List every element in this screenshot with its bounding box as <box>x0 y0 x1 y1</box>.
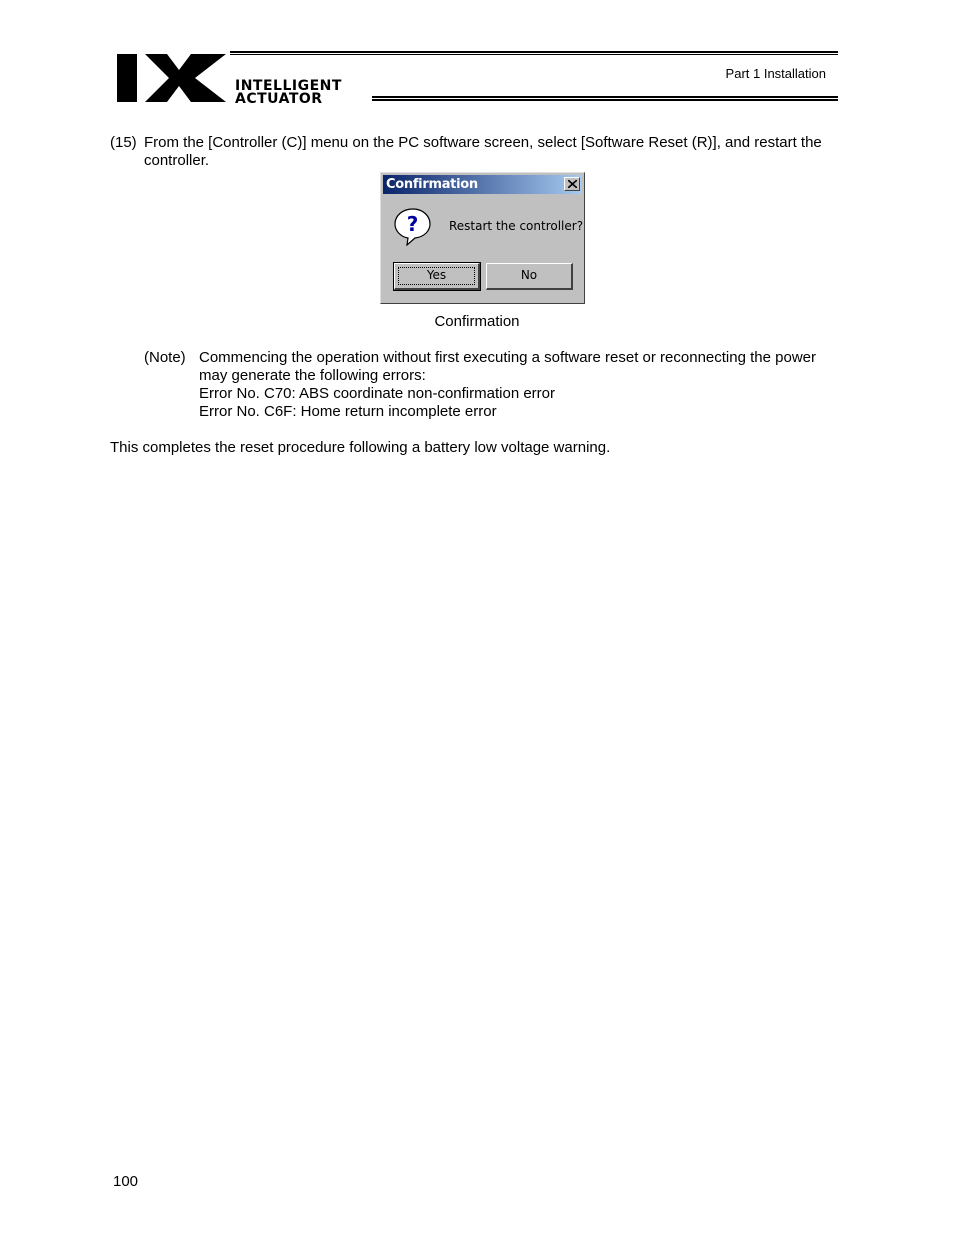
dialog-message: Restart the controller? <box>449 219 584 233</box>
note-line: Commencing the operation without first executing a software reset or reconnecting the power <box>199 349 816 366</box>
header-rule-top <box>230 51 838 55</box>
question-icon <box>393 206 433 246</box>
no-button-label: No <box>520 268 538 282</box>
yes-button-label: Yes <box>426 268 447 282</box>
svg-text:?: ? <box>406 212 419 236</box>
note-line: Error No. C6F: Home return incomplete error <box>199 403 497 420</box>
company-logo <box>115 52 400 104</box>
note-line: may generate the following errors: <box>199 367 426 384</box>
yes-button[interactable] <box>394 263 480 290</box>
note-line: Error No. C70: ABS coordinate non-confirmation error <box>199 385 555 402</box>
no-button[interactable] <box>486 263 573 290</box>
step-text: From the [Controller (C)] menu on the PC software screen, select [Software Reset (R)], and restart the controller. <box>144 134 822 169</box>
close-button[interactable] <box>564 177 580 191</box>
section-label: Part 1 Installation <box>725 66 826 81</box>
page-number: 100 <box>113 1173 139 1190</box>
note-label: (Note) <box>144 349 186 366</box>
confirmation-dialog <box>380 172 585 304</box>
step-number: (15) <box>110 134 137 151</box>
svg-text:ACTUATOR: ACTUATOR <box>235 91 323 104</box>
close-icon <box>568 180 577 188</box>
svg-text:INTELLIGENT: INTELLIGENT <box>235 78 342 94</box>
figure-caption: Confirmation <box>434 313 520 330</box>
note-text <box>199 349 849 421</box>
closing-paragraph: This completes the reset procedure following a battery low voltage warning. <box>110 439 611 456</box>
header-rule-bottom <box>372 96 838 101</box>
dialog-titlebar <box>383 175 582 194</box>
dialog-title: Confirmation <box>386 177 478 192</box>
